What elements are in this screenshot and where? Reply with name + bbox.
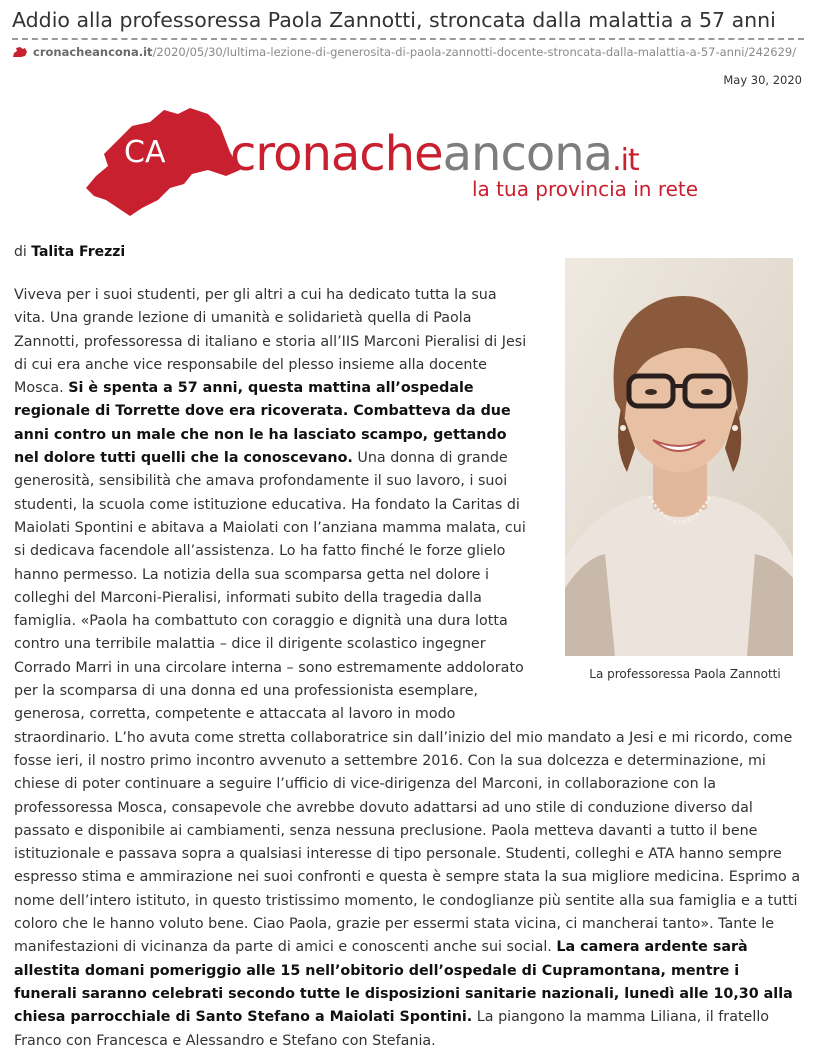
svg-text:cronacheancona.it bbox=[230, 126, 640, 182]
bold-text-1: Si è spenta a 57 anni, questa mattina all’ospedale regionale di Torrette dove era ricoverata. Combatteva da due anni contro un male che non le ha lasciato scampo, gettando nel dolore tutti quelli che la conoscevano. bbox=[14, 380, 511, 467]
author-name: Talita Frezzi bbox=[31, 244, 126, 260]
bold-text-2: La camera ardente sarà allestita domani pomeriggio alle 15 nell’obitorio dell’ospedale di Cupramontana, mentre i funerali saranno celebrati secondo tutte le disposizioni sanitarie nazionali, lunedì alle 10,30 alla chiesa parrocchiale di Santo Stefano a Maiolati Spontini. bbox=[14, 939, 793, 1026]
article-date: May 30, 2020 bbox=[723, 73, 802, 87]
paragraph-text-1: Viveva per i suoi studenti, per gli altri a cui ha dedicato tutta la sua vita. Una grande lezione di umanità e solidarietà quella di Paola Zannotti, professoressa di italiano e storia all’IIS Marconi Pieralisi di Jesi di cui era anche vice responsabile del plesso insieme alla docente Mosca. bbox=[14, 287, 527, 397]
paragraph-text-2: Una donna di grande generosità, sensibilità che amava profondamente il suo lavoro, i suoi studenti, la scuola come istituzione educativa. Ha fondato la Caritas di Maiolati Spontini e abitava a Maiolati con l’anziana mamma malata, cui si dedicava facendole all’assistenza. Lo ha fatto finché le forze glielo hanno permesso. La notizia della sua scomparsa getta nel dolore i colleghi del Marconi-Pieralisi, informati subito della tragedia dalla famiglia. «Paola ha combattuto con coraggio e dignità una dura lotta contro una terribile malattia – dice il dirigente scolastico ingegner Corrado Marri in una circolare interna – sono estremamente addolorato per la scomparsa di una donna ed una professionista esemplare, generosa, corretta, competente e attaccata al lavoro in modo straordinario. L’ho avuta come stretta collaboratrice sin dall’inizio del mio mandato a Jesi e mi ricordo, come fosse ieri, il nostro primo incontro avvenuto a settembre 2016. Con la sua dolcezza e determinazione, mi chiese di poter continuare a seguire l’ufficio di vice-dirigenza del Marconi, in collaborazione con la professoressa Mosca, consapevole che avrebbe dovuto adattarsi ad uno stile di conduzione diverso dal passato e disponibile ai cambiamenti, senza nessuna preclusione. Paola metteva davanti a tutto il bene istituzionale e passava sopra a qualsiasi interesse di tipo personale. Studenti, colleghi e ATA hanno sempre espresso stima e ammirazione nei suoi confronti e questa è sempre stata la sua migliore medicina. Esprimo a nome dell’intero istituto, in questo tristissimo momento, le condoglianze più sentite alla sua famiglia e a tutti coloro che le hanno voluto bene. Ciao Paola, grazie per essermi stata vicina, ci mancherai tanto». Tante le manifestazioni di vicinanza da parte di amici e conoscenti anche sui social. bbox=[14, 450, 801, 956]
logo-badge: CA bbox=[124, 135, 166, 170]
article-body bbox=[14, 284, 804, 1053]
photo-spacer bbox=[532, 284, 804, 712]
logo-name-b: ancona bbox=[442, 126, 613, 182]
photo-caption: La professoressa Paola Zannotti bbox=[589, 667, 781, 681]
logo-tagline: la tua provincia in rete bbox=[472, 177, 699, 201]
source-link[interactable] bbox=[33, 45, 796, 59]
logo-name-a: cronache bbox=[230, 126, 443, 182]
byline-prefix: di bbox=[14, 244, 27, 260]
source-url[interactable] bbox=[12, 45, 796, 59]
cronacheancona-logo bbox=[80, 104, 740, 226]
source-path: /2020/05/30/lultima-lezione-di-generosita-di-paola-zannotti-docente-stroncata-dalla-malattia-a-57-anni/242629/ bbox=[152, 45, 797, 59]
paragraph-text-3: La piangono la mamma Liliana, il fratello Franco con Francesca e Alessandro e Stefano con Stefania. bbox=[14, 1009, 770, 1049]
byline bbox=[14, 244, 125, 260]
article-title: Addio alla professoressa Paola Zannotti, stroncata dalla malattia a 57 anni bbox=[12, 8, 776, 32]
source-domain: cronacheancona.it bbox=[33, 45, 153, 59]
logo-tld: .it bbox=[612, 143, 639, 178]
site-favicon-icon bbox=[12, 46, 28, 58]
title-divider bbox=[12, 38, 804, 40]
